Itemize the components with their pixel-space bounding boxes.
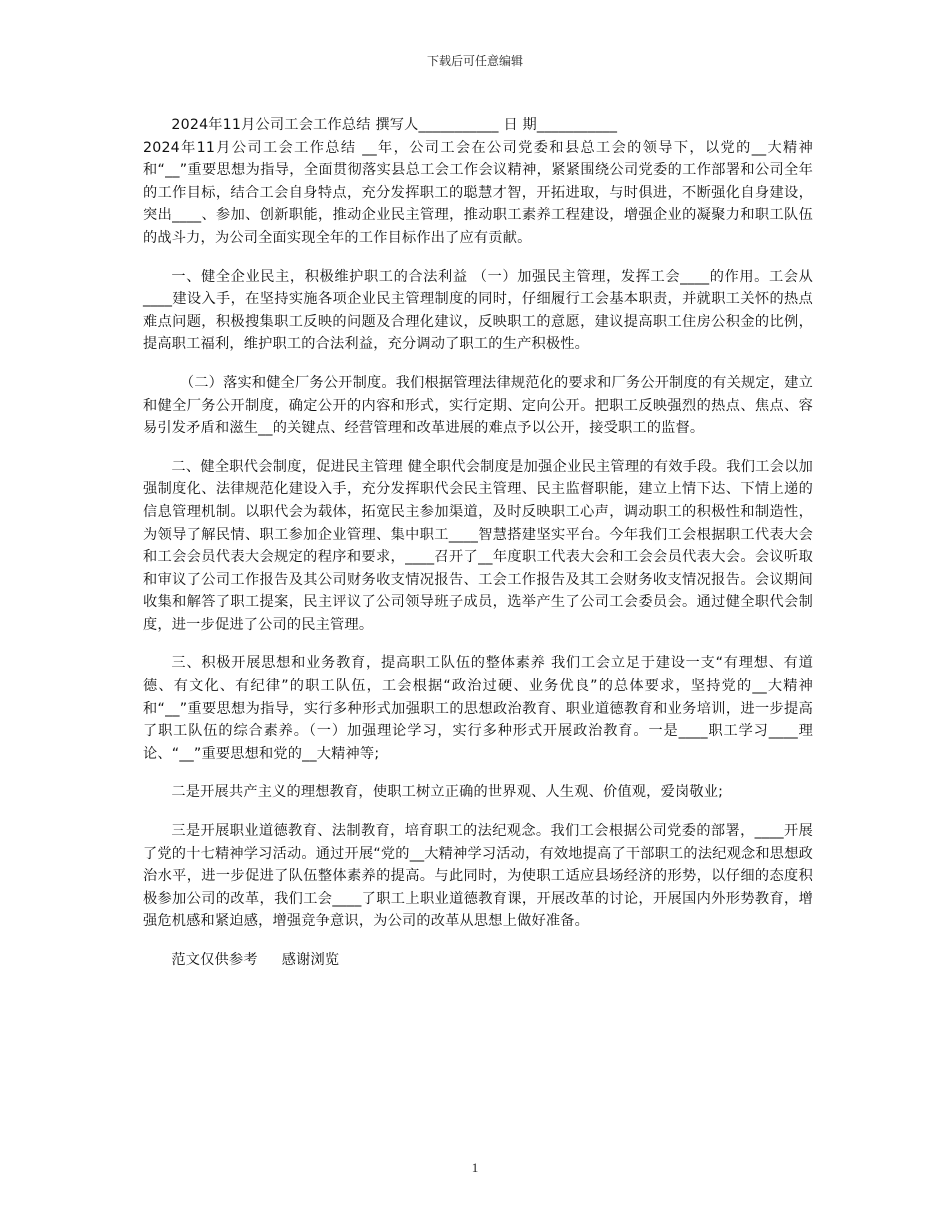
paragraph-intro: 2024年11月公司工会工作总结 __年，公司工会在公司党委和县总工会的领导下，以党的__大精神和“__”重要思想为指导，全面贯彻落实县总工会工作会议精神，紧紧围绕公司党委的工作部署和公司全年的工作目标，结合工会自身特点，充分发挥职工的聪慧才智，开拓进取，与时俱进，不断强化自身建设，突出____、参加、创新职能，推动企业民主管理，推动职工素养工程建设，增强企业的凝聚力和职工队伍的战斗力，为公司全面实现全年的工作目标作出了应有贡献。 xyxy=(143,139,813,246)
document-body xyxy=(143,114,813,988)
page-number: 1 xyxy=(471,1160,479,1175)
paragraph-section-1: 一、健全企业民主，积极维护职工的合法利益 （一）加强民主管理，发挥工会____的作用。工会从____建设入手，在坚持实施各项企业民主管理制度的同时，仔细履行工会基本职责，并就职工关怀的热点难点问题，积极搜集职工反映的问题及合理化建议，反映职工的意愿，建议提高职工住房公积金的比例，提高职工福利，维护职工的合法利益，充分调动了职工的生产积极性。 xyxy=(143,268,813,353)
paragraph-section-2: 二、健全职代会制度，促进民主管理 健全职代会制度是加强企业民主管理的有效手段。我们工会以加强制度化、法律规范化建设入手，充分发挥职代会民主管理、民主监督职能，建立上情下达、下情上递的信息管理机制。以职代会为载体，拓宽民主参加渠道，及时反映职工心声，调动职工的积极性和制造性，为领导了解民情、职工参加企业管理、集中职工____智慧搭建坚实平台。今年我们工会根据职工代表大会和工会会员代表大会规定的程序和要求，____召开了__年度职工代表大会和工会会员代表大会。会议听取和审议了公司工作报告及其公司财务收支情况报告、工会工作报告及其工会财务收支情况报告。会议期间收集和解答了职工提案，民主评议了公司领导班子成员，选举产生了公司工会委员会。通过健全职代会制度，进一步促进了公司的民主管理。 xyxy=(143,458,813,633)
page-header: 下载后可任意编辑 xyxy=(426,54,523,68)
footer-note-right: 感谢浏览 xyxy=(281,952,340,968)
footer-note-left: 范文仅供参考 xyxy=(171,952,258,968)
paragraph-section-3-item-3: 三是开展职业道德教育、法制教育，培育职工的法纪观念。我们工会根据公司党委的部署，____开展了党的十七精神学习活动。通过开展“党的__大精神学习活动，有效地提高了干部职工的法纪观念和思想政治水平，进一步促进了队伍整体素养的提高。与此同时，为使职工适应县场经济的形势，以仔细的态度积极参加公司的改革，我们工会____了职工上职业道德教育课，开展改革的讨论，开展国内外形势教育，增强危机感和紧迫感，增强竞争意识，为公司的改革从思想上做好准备。 xyxy=(143,823,813,930)
paragraph-section-3: 三、积极开展思想和业务教育，提高职工队伍的整体素养 我们工会立足于建设一支“有理想、有道德、有文化、有纪律”的职工队伍，工会根据“政治过硬、业务优良”的总体要求，坚持党的__大精神和“__”重要思想为指导，实行多种形式加强职工的思想政治教育、职业道德教育和业务培训，进一步提高了职工队伍的综合素养。（一）加强理论学习，实行多种形式开展政治教育。一是____职工学习____理论、“__”重要思想和党的__大精神等; xyxy=(143,655,813,762)
document-title-line: 2024年11月公司工会工作总结 撰写人___________ 日 期___________ xyxy=(171,117,618,133)
paragraph-section-3-item-2: 二是开展共产主义的理想教育，使职工树立正确的世界观、人生观、价值观，爱岗敬业; xyxy=(171,784,724,801)
paragraph-section-1-sub-2: （二）落实和健全厂务公开制度。我们根据管理法律规范化的要求和厂务公开制度的有关规定，建立和健全厂务公开制度，确定公开的内容和形式，实行定期、定向公开。把职工反映强烈的热点、焦点、容易引发矛盾和滋生__的关键点、经营管理和改革进展的难点予以公开，接受职工的监督。 xyxy=(143,374,813,437)
footer-note xyxy=(143,949,813,972)
